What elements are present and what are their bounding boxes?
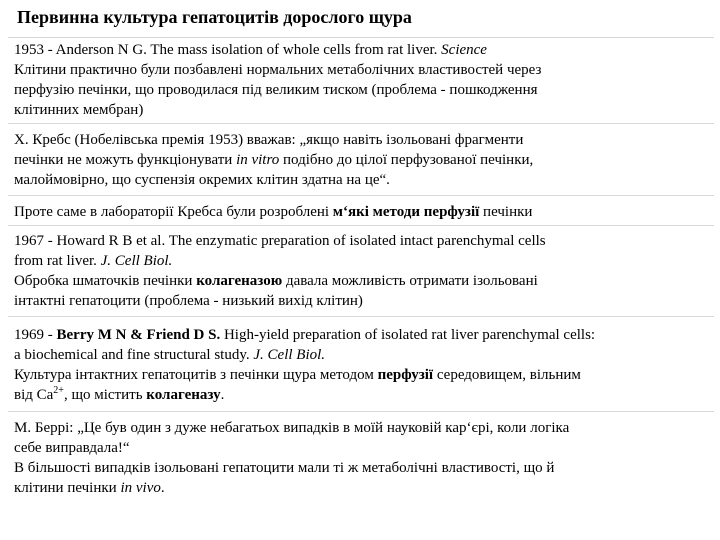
text-segment: печінки не можуть функціонувати — [14, 152, 237, 168]
text-line — [14, 40, 716, 60]
text-segment: Культура інтактних гепатоцитів з печінки щура методом — [14, 367, 378, 383]
paragraph-howard — [14, 231, 716, 311]
journal-name: J. Cell Biol. — [100, 253, 173, 269]
paragraph-anderson — [14, 40, 716, 120]
text-line — [14, 251, 716, 271]
text-segment: . — [220, 387, 225, 403]
text-segment: давала можливість отримати ізольовані — [282, 273, 538, 289]
text-line — [14, 478, 716, 498]
text-segment: подібно до цілої перфузованої печінки, — [279, 152, 534, 168]
journal-name: J. Cell Biol. — [253, 347, 326, 363]
paragraph-perfusion — [14, 202, 716, 222]
paragraph-berry — [14, 325, 716, 405]
text-line — [14, 365, 716, 385]
bold-term: перфузії — [377, 367, 434, 383]
divider — [8, 411, 714, 412]
text-line: В більшості випадків ізольовані гепатоцити мали ті ж метаболічні властивості, що й — [14, 460, 555, 476]
text-line — [14, 325, 716, 345]
divider — [8, 195, 714, 196]
text-segment: клітини печінки — [14, 480, 121, 496]
text-segment: High-yield preparation of isolated rat liver parenchymal cells: — [220, 327, 596, 343]
italic-term: in vitro — [236, 152, 280, 168]
text-line — [14, 150, 716, 170]
text-line: 1967 - Howard R B et al. The enzymatic preparation of isolated intact parenchymal cells — [14, 233, 546, 249]
text-segment: a biochemical and fine structural study. — [14, 347, 254, 363]
paragraph-berry-quote — [14, 418, 716, 498]
text-line: себе виправдала!“ — [14, 440, 130, 456]
text-line — [14, 271, 716, 291]
bold-term: м‘які методи перфузії — [332, 204, 480, 220]
page-title: Первинна культура гепатоцитів дорослого щура — [17, 7, 412, 27]
journal-name: Science — [441, 42, 487, 58]
text-line — [14, 345, 716, 365]
bold-term: колагеназу — [146, 387, 221, 403]
text-line: клітинних мембран) — [14, 102, 144, 118]
reference-text: 1953 - Anderson N G. The mass isolation of whole cells from rat liver. — [14, 42, 442, 58]
bold-term: Berry M N & Friend D S. — [56, 327, 221, 343]
text-line — [14, 202, 716, 222]
text-segment: from rat liver. — [14, 253, 101, 269]
text-line: Х. Кребс (Нобелівська премія 1953) вважав: „якщо навіть ізольовані фрагменти — [14, 132, 524, 148]
text-segment: . — [160, 480, 165, 496]
text-segment: 1969 - — [14, 327, 57, 343]
divider — [8, 316, 714, 317]
text-segment: середовищем, вільним — [433, 367, 581, 383]
text-line — [14, 385, 716, 405]
text-segment: Проте саме в лабораторії Кребса були розроблені — [14, 204, 333, 220]
superscript: 2+ — [53, 385, 64, 396]
paragraph-krebs — [14, 130, 716, 190]
bold-term: колагеназою — [196, 273, 283, 289]
divider — [8, 123, 714, 124]
divider — [8, 37, 714, 38]
text-line: малоймовірно, що суспензія окремих клітин здатна на це“. — [14, 172, 390, 188]
italic-term: in vivo — [120, 480, 161, 496]
text-line: Клітини практично були позбавлені нормальних метаболічних властивостей через — [14, 62, 542, 78]
text-line: М. Беррі: „Це був один з дуже небагатьох випадків в моїй науковій кар‘єрі, коли логіка — [14, 420, 570, 436]
divider — [8, 225, 714, 226]
text-segment: печінки — [479, 204, 533, 220]
text-segment: від Са — [14, 387, 54, 403]
text-segment: Обробка шматочків печінки — [14, 273, 197, 289]
text-segment: , що містить — [63, 387, 147, 403]
text-line: перфузію печінки, що проводилася під великим тиском (проблема - пошкодження — [14, 82, 538, 98]
text-line: інтактні гепатоцити (проблема - низький вихід клітин) — [14, 293, 363, 309]
